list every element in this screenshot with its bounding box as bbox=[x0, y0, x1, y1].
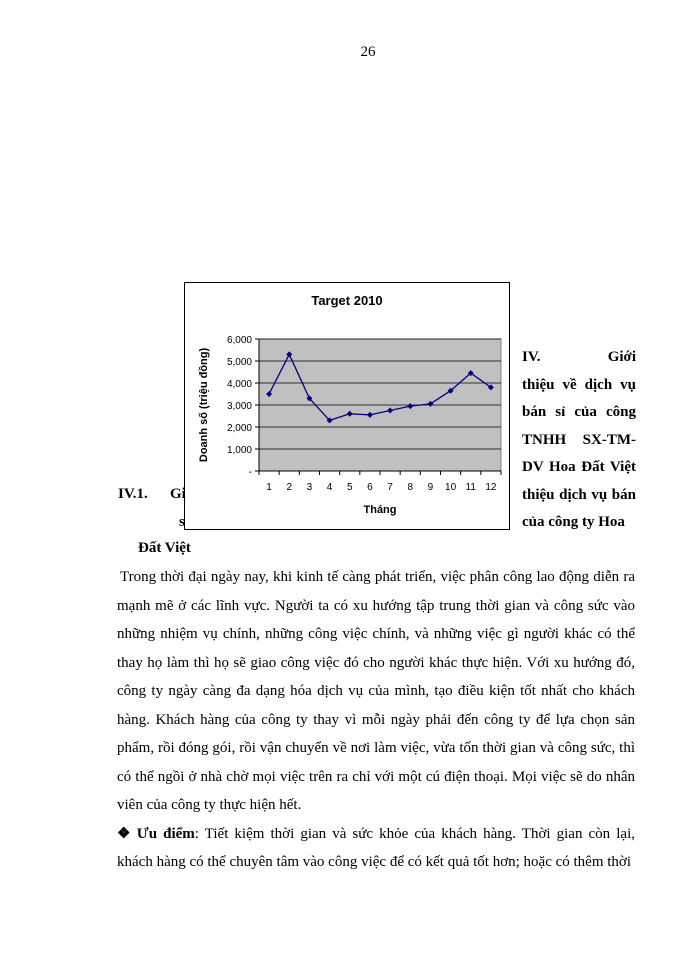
y-axis-title: Doanh số (triệu đồng) bbox=[198, 347, 210, 463]
x-tick-label: 7 bbox=[387, 482, 393, 493]
subheading-fragment: Gi bbox=[170, 486, 186, 502]
x-tick-label: 9 bbox=[427, 482, 434, 493]
x-tick-label: 5 bbox=[346, 482, 353, 493]
heading-line: bán sỉ của công bbox=[522, 404, 636, 420]
subheading-number: IV.1. bbox=[118, 486, 148, 502]
section-heading-right-column bbox=[522, 344, 636, 537]
heading-line: IV. Giới bbox=[522, 349, 636, 365]
x-tick-label: 6 bbox=[367, 482, 373, 493]
heading-line: TNHH SX-TM- bbox=[522, 431, 636, 448]
paragraph-text: Trong thời đại ngày nay, khi kinh tế càng phát triển, việc phân công lao động diễn ra mạnh mẽ ở các lĩnh vực. Người ta có xu hướng tập trung thời gian và công sức vào những nhiệm vụ chính, những công việc chính, và những việc gì người khác có thể thay họ làm thì họ sẽ giao công việc đó cho người khác thực hiện. Với xu hướng đó, công ty ngày càng đa dạng hóa dịch vụ của mình, tạo điều kiện tốt nhất cho khách hàng. Khách hàng của công ty thay vì mỗi ngày phải đến công ty để lựa chọn sản phẩm, rồi đóng gói, rồi vận chuyển về nơi làm việc, vừa tốn thời gian và công sức, thì có thể ngồi ở nhà chờ mọi việc trên ra chỉ với một cú điện thoại. Mọi việc sẽ do nhân viên của công ty thực hiện hết. bbox=[117, 569, 635, 813]
page-number: 26 bbox=[360, 44, 376, 60]
x-tick-label: 2 bbox=[286, 482, 293, 493]
chart-title: Target 2010 bbox=[311, 293, 383, 308]
y-tick-label: 3,000 bbox=[226, 401, 252, 412]
subheading-fragment: Đất Việt bbox=[138, 540, 191, 556]
y-tick-label: 5,000 bbox=[226, 357, 252, 368]
subheading-fragment: s bbox=[179, 514, 185, 530]
chart-svg bbox=[185, 283, 509, 529]
x-tick-label: 4 bbox=[326, 482, 333, 493]
x-tick-label: 12 bbox=[485, 482, 497, 493]
heading-line: thiệu dịch vụ bán bbox=[522, 486, 636, 503]
advantage-paragraph bbox=[117, 820, 635, 877]
body-text bbox=[117, 563, 635, 877]
y-tick-label: - bbox=[248, 467, 252, 478]
heading-line: của công ty Hoa bbox=[522, 514, 625, 530]
heading-line: DV Hoa Đất Việt bbox=[522, 459, 636, 475]
diamond-bullet-icon: ❖ bbox=[117, 825, 133, 842]
y-tick-label: 6,000 bbox=[226, 335, 252, 346]
advantage-text: : Tiết kiệm thời gian và sức khỏe của khách hàng. Thời gian còn lại, khách hàng có thể chuyên tâm vào công việc để có kết quả tốt hơn; hoặc có thêm thời bbox=[117, 825, 635, 870]
line-chart bbox=[184, 282, 510, 530]
y-tick-label: 4,000 bbox=[226, 379, 252, 390]
y-tick-label: 1,000 bbox=[226, 445, 252, 456]
x-tick-label: 1 bbox=[266, 482, 272, 493]
x-axis-title: Tháng bbox=[363, 504, 397, 516]
x-tick-label: 11 bbox=[465, 482, 476, 493]
heading-line: thiệu về dịch vụ bbox=[522, 376, 636, 393]
x-tick-label: 3 bbox=[306, 482, 313, 493]
advantage-label: Ưu điểm bbox=[136, 825, 195, 842]
x-tick-label: 8 bbox=[407, 482, 414, 493]
y-tick-label: 2,000 bbox=[226, 423, 252, 434]
paragraph bbox=[117, 563, 635, 820]
x-tick-label: 10 bbox=[445, 482, 457, 493]
